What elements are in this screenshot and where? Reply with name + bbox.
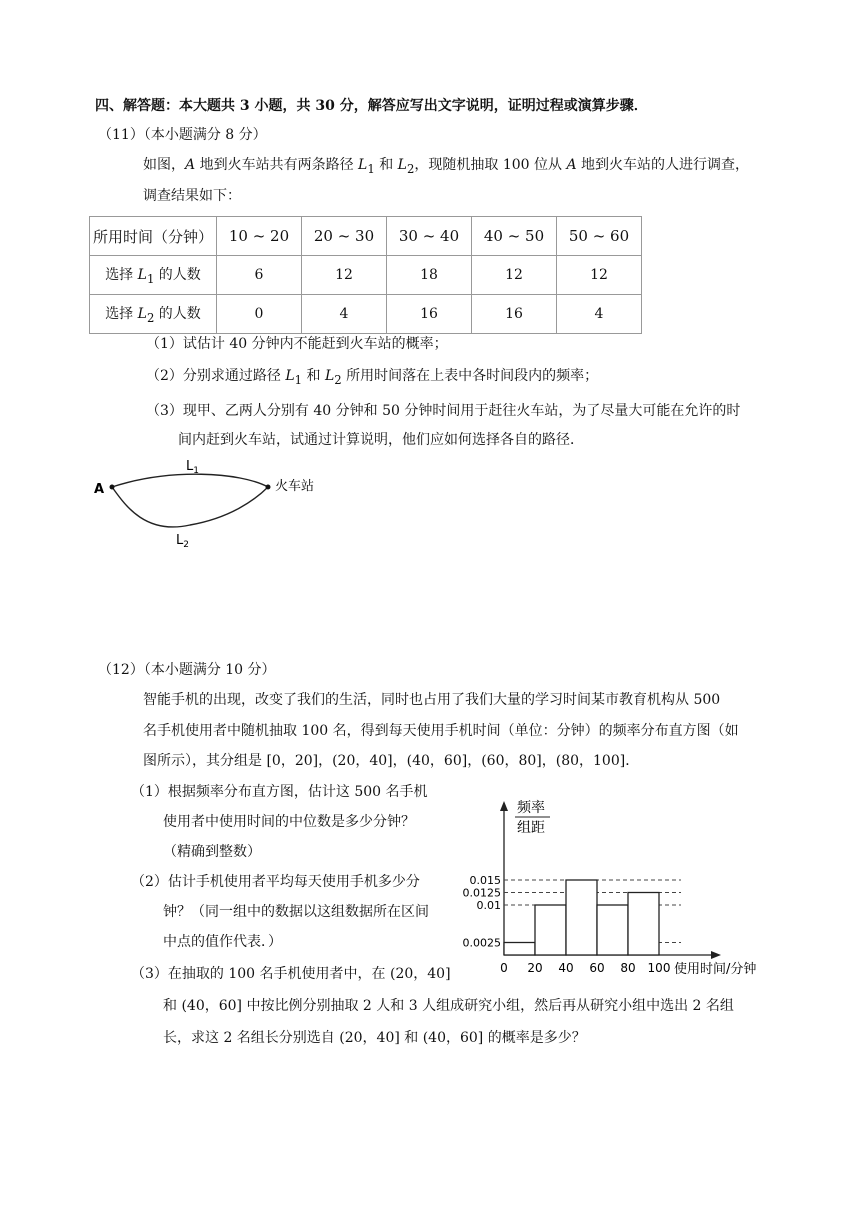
q12-sub1-line2: 使用者中使用时间的中位数是多少分钟？ bbox=[163, 814, 415, 830]
y-tick-label: 0.015 bbox=[469, 874, 501, 887]
q11-sub1: （1）试估计 40 分钟内不能赶到火车站的概率； bbox=[146, 336, 448, 352]
point-a-label: A bbox=[94, 482, 105, 497]
q12-sub1-line3: （精确到整数） bbox=[163, 844, 261, 860]
q12-sub3-line3: 长，求这 2 名组长分别选自 (20，40] 和 (40，60] 的概率是多少？ bbox=[163, 1030, 586, 1046]
table-cell: 12 bbox=[557, 256, 642, 295]
y-axis-arrow bbox=[500, 801, 508, 811]
station-label: 火车站 bbox=[275, 479, 315, 494]
q12-sub3-line2: 和 (40，60] 中按比例分别抽取 2 人和 3 人组成研究小组，然后再从研究小组中选出 2 名组 bbox=[163, 998, 734, 1014]
q11-header: （11）（本小题满分 8 分） bbox=[98, 127, 267, 143]
x-axis-arrow bbox=[711, 951, 721, 959]
table-row bbox=[90, 295, 642, 334]
table-cell: 16 bbox=[472, 295, 557, 334]
q11-sub3-line1: （3）现甲、乙两人分别有 40 分钟和 50 分钟时间用于赶往火车站，为了尽量大可能在允许的时 bbox=[146, 403, 741, 419]
table-header-cell: 40 ~ 50 bbox=[472, 217, 557, 256]
table-cell: 18 bbox=[387, 256, 472, 295]
station-dot bbox=[266, 485, 271, 490]
x-tick-label: 80 bbox=[620, 961, 636, 975]
path-l1-curve bbox=[112, 474, 268, 487]
q12-intro-line1: 智能手机的出现，改变了我们的生活，同时也占用了我们大量的学习时间某市教育机构从 500 bbox=[143, 692, 721, 708]
table-cell: 0 bbox=[217, 295, 302, 334]
q12-header: （12）（本小题满分 10 分） bbox=[98, 662, 276, 678]
histogram-bar bbox=[566, 880, 597, 955]
table-row bbox=[90, 256, 642, 295]
q11-data-table bbox=[89, 216, 642, 334]
table-cell: 4 bbox=[557, 295, 642, 334]
q11-sub2: （2）分别求通过路径 $L_1$ 和 $L_2$ 所用时间落在上表中各时间段内的频率； bbox=[146, 368, 599, 387]
q12-sub1-line1: （1）根据频率分布直方图，估计这 500 名手机 bbox=[131, 784, 428, 800]
q11-intro-line1: 如图，A 地到火车站共有两条路径 $L_1$ 和 $L_2$，现随机抽取 100 位从 A 地到火车站的人进行调查， bbox=[143, 157, 750, 176]
q11-intro-line2: 调查结果如下： bbox=[143, 188, 241, 204]
section-title: 四、解答题：本大题共 3 小题，共 30 分，解答应写出文字说明，证明过程或演算步骤． bbox=[95, 98, 648, 114]
q12-intro-line2: 名手机使用者中随机抽取 100 名，得到每天使用手机时间（单位：分钟）的频率分布直方图（如 bbox=[143, 723, 739, 739]
histogram-bar bbox=[535, 905, 566, 955]
histogram-bar bbox=[504, 943, 535, 956]
table-header-cell: 30 ~ 40 bbox=[387, 217, 472, 256]
x-axis-label: 使用时间/分钟 bbox=[674, 962, 757, 977]
table-header-cell: 20 ~ 30 bbox=[302, 217, 387, 256]
x-tick-label: 40 bbox=[558, 961, 574, 975]
row-label-l1: 选择 $L_1$ 的人数 bbox=[90, 256, 217, 295]
table-cell: 4 bbox=[302, 295, 387, 334]
table-header-row bbox=[90, 217, 642, 256]
table-header-cell: 所用时间（分钟） bbox=[90, 217, 217, 256]
row-label-l2: 选择 $L_2$ 的人数 bbox=[90, 295, 217, 334]
l1-label: $L_1$ bbox=[186, 459, 199, 476]
point-a-dot bbox=[110, 485, 115, 490]
table-cell: 16 bbox=[387, 295, 472, 334]
q12-sub2-line2: 钟？（同一组中的数据以这组数据所在区间 bbox=[163, 904, 429, 920]
l2-label: $L_2$ bbox=[176, 533, 189, 550]
q12-sub2-line3: 中点的值作代表．） bbox=[163, 934, 282, 950]
table-cell: 6 bbox=[217, 256, 302, 295]
table-cell: 12 bbox=[472, 256, 557, 295]
q11-sub3-line2: 间内赶到火车站，试通过计算说明，他们应如何选择各自的路径． bbox=[178, 432, 584, 448]
table-cell: 12 bbox=[302, 256, 387, 295]
frequency-histogram bbox=[455, 790, 800, 990]
table-header-cell: 50 ~ 60 bbox=[557, 217, 642, 256]
y-axis-label-top: 频率 bbox=[517, 800, 545, 816]
q12-sub2-line1: （2）估计手机使用者平均每天使用手机多少分 bbox=[131, 874, 420, 890]
table-header-cell: 10 ~ 20 bbox=[217, 217, 302, 256]
x-tick-label: 20 bbox=[527, 961, 543, 975]
histogram-bar bbox=[628, 893, 659, 956]
y-tick-label: 0.0025 bbox=[462, 936, 501, 950]
y-axis-label-bottom: 组距 bbox=[517, 820, 545, 836]
y-tick-label: 0.0125 bbox=[462, 886, 501, 900]
x-tick-label: 0 bbox=[500, 961, 508, 975]
path-l2-curve bbox=[112, 487, 268, 527]
x-tick-label: 100 bbox=[647, 961, 671, 975]
route-diagram bbox=[90, 450, 350, 555]
q12-intro-line3: 图所示），其分组是 [0，20]，(20，40]，(40，60]，(60，80]，(80，100]． bbox=[143, 753, 640, 769]
q12-sub3-line1: （3）在抽取的 100 名手机使用者中，在 (20，40] bbox=[131, 966, 451, 982]
x-tick-label: 60 bbox=[589, 961, 605, 975]
y-tick-label: 0.01 bbox=[476, 899, 501, 912]
histogram-bar bbox=[597, 905, 628, 955]
